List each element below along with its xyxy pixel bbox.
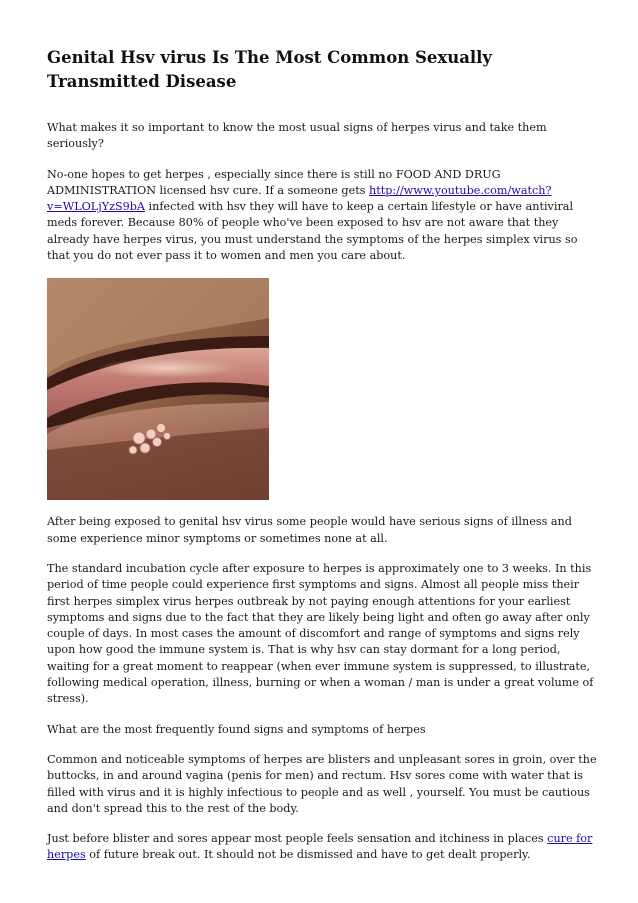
- cure-for-herpes-link[interactable]: cure for herpes: [47, 832, 593, 862]
- paragraph-6-text-a: Just before blister and sores appear most people feels sensation and itchiness in places: [47, 832, 548, 846]
- paragraph-1-text-a: No-one hopes to get herpes , especially since there is still no FOOD AND DRUG ADMINISTRATION licensed hsv cure. If a someone gets: [47, 167, 501, 197]
- paragraph-4: What are the most frequently found signs and symptoms of herpes: [47, 722, 426, 736]
- paragraph-6-text-b: of future break out. It should not be dismissed and have to get dealt properly.: [85, 848, 531, 862]
- paragraph-5: Common and noticeable symptoms of herpes are blisters and unpleasant sores in groin, over the buttocks, in and around vagina (penis for men) and rectum. Hsv sores come with water that is filled with virus and it is highly infectious to people and as well , yourself. You must be cautious and don't spread this to the rest of the body.: [47, 752, 597, 815]
- intro-paragraph: What makes it so important to know the most usual signs of herpes virus and take them seriously?: [47, 121, 547, 151]
- article-body: [47, 46, 597, 878]
- paragraph-3: The standard incubation cycle after exposure to herpes is approximately one to 3 weeks. In this period of time people could experience first symptoms and signs. Almost all people miss their first herpes simplex virus herpes outbreak by not paying enough attentions for your earliest symptoms and signs due to the fact that they are likely being light and often go away after only couple of days. In most cases the amount of discomfort and range of symptoms and signs rely upon how good the immune system is. That is why hsv can stay dormant for a long period, waiting for a great moment to reappear (when ever immune system is suppressed, to illustrate, following medical operation, illness, burning or when a woman / man is under a great volume of stress).: [47, 561, 594, 706]
- page-title: Genital Hsv virus Is The Most Common Sexually Transmitted Disease: [47, 48, 493, 91]
- paragraph-1-text-b: infected with hsv they will have to keep a certain lifestyle or have antiviral meds forever. Because 80% of people who've been exposed to hsv are not aware that they already have herpes virus, you must understand the symptoms of the herpes simplex virus so that you do not ever pass it to women and men you care about.: [47, 200, 578, 263]
- paragraph-1: [47, 167, 597, 265]
- paragraph-6: [47, 831, 597, 864]
- youtube-link[interactable]: http://www.youtube.com/watch?v=WLOLjYzS9bA: [47, 183, 552, 214]
- lip-photo: [47, 278, 269, 500]
- paragraph-2: After being exposed to genital hsv virus some people would have serious signs of illness and some experience minor symptoms or sometimes none at all.: [47, 515, 572, 545]
